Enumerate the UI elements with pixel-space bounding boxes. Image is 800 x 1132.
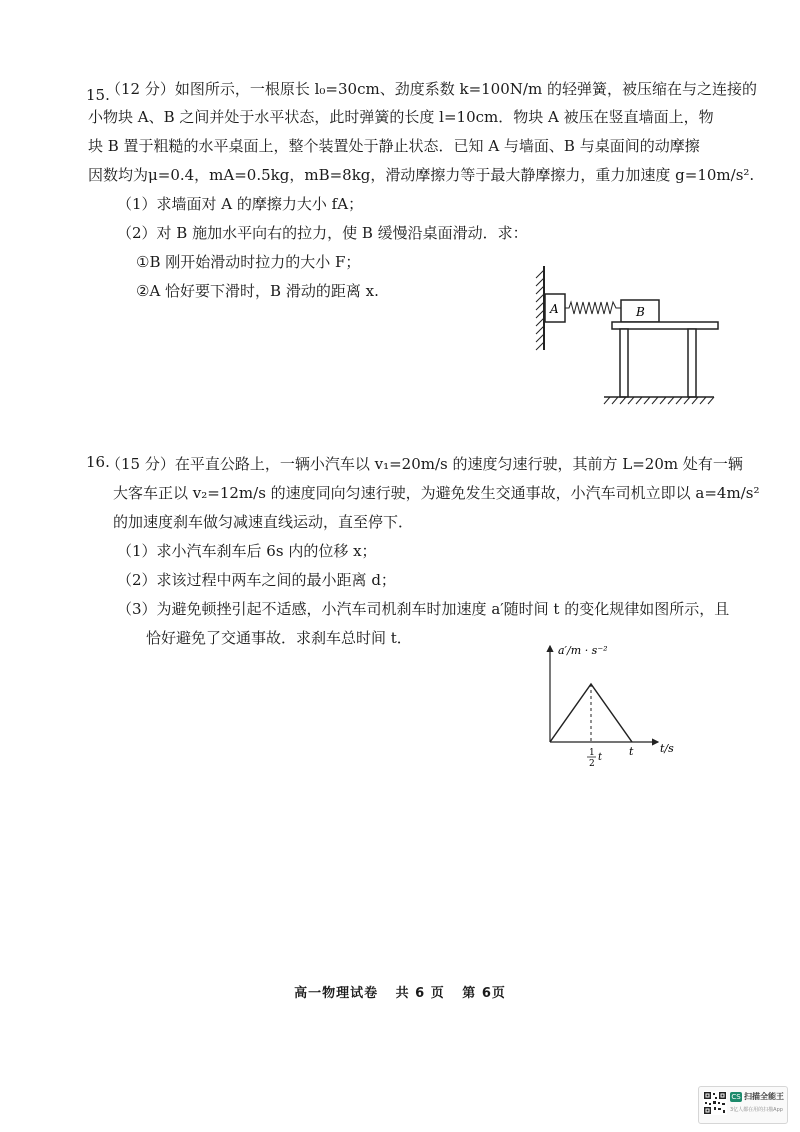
tick-half-var: t xyxy=(598,752,603,763)
q16-part-3: （3）为避免顿挫引起不适感，小汽车司机刹车时加速度 a′随时间 t 的变化规律如图所示，且 xyxy=(117,600,730,618)
q15-number: 15. xyxy=(86,86,110,104)
table-top xyxy=(612,322,718,329)
q16-part-1: （1）求小汽车刹车后 6s 内的位移 x； xyxy=(117,542,377,560)
q16-number: 16. xyxy=(86,453,110,471)
scanner-watermark xyxy=(698,1086,788,1124)
tick-half-denominator: 2 xyxy=(589,759,595,769)
q15-sub-1: ①B 刚开始滑动时拉力的大小 F； xyxy=(136,253,361,271)
q16-part-2: （2）求该过程中两车之间的最小距离 d； xyxy=(117,571,396,589)
x-axis-label: t/s xyxy=(660,742,674,755)
tick-half-numerator: 1 xyxy=(589,748,595,758)
acceleration-time-graph xyxy=(540,638,690,773)
footer-page-number: 第 6页 xyxy=(462,986,506,1001)
q15-part-2: （2）对 B 施加水平向右的拉力，使 B 缓慢沿桌面滑动．求： xyxy=(117,224,528,242)
block-a-label: A xyxy=(550,302,559,316)
tick-end: t xyxy=(629,745,634,758)
spring-block-figure xyxy=(528,262,728,412)
q15-line-2: 小物块 A、B 之间并处于水平状态，此时弹簧的长度 l=10cm．物块 A 被压在竖直墙面上，物 xyxy=(88,108,714,126)
y-axis-label: a′/m · s⁻² xyxy=(558,644,608,657)
qr-code-icon xyxy=(703,1091,727,1115)
scanner-subtitle: 3亿人都在用的扫描App xyxy=(730,1107,783,1113)
q16-part-3-cont: 恰好避免了交通事故．求刹车总时间 t． xyxy=(146,629,412,647)
q15-line-1: （12 分）如图所示，一根原长 l₀=30cm、劲度系数 k=100N/m 的轻弹簧，被压缩在与之连接的 xyxy=(106,80,757,98)
scanner-title: 扫描全能王 xyxy=(744,1092,784,1101)
footer-total-pages: 共 6 页 xyxy=(395,986,445,1001)
footer-title: 高一物理试卷 xyxy=(294,986,379,1001)
q16-line-2: 大客车正以 v₂=12m/s 的速度同向匀速行驶，为避免发生交通事故，小汽车司机立即以 a=4m/s² xyxy=(113,484,760,502)
q16-line-3: 的加速度刹车做匀减速直线运动，直至停下． xyxy=(113,513,414,531)
scanner-badge: CS xyxy=(731,1093,741,1101)
spring xyxy=(565,302,621,314)
q15-line-4: 因数均为μ=0.4，mA=0.5kg，mB=8kg，滑动摩擦力等于最大静摩擦力，重力加速度 g=10m/s². xyxy=(88,166,755,184)
q16-line-1: （15 分）在平直公路上，一辆小汽车以 v₁=20m/s 的速度匀速行驶，其前方 L=20m 处有一辆 xyxy=(106,455,743,473)
block-b-label: B xyxy=(636,305,645,319)
q15-sub-2: ②A 恰好要下滑时，B 滑动的距离 x. xyxy=(136,282,379,300)
q15-part-1: （1）求墙面对 A 的摩擦力大小 fA； xyxy=(117,195,364,213)
page-footer xyxy=(0,982,800,1001)
q15-line-3: 块 B 置于粗糙的水平桌面上，整个装置处于静止状态．已知 A 与墙面、B 与桌面间的动摩擦 xyxy=(88,137,700,155)
